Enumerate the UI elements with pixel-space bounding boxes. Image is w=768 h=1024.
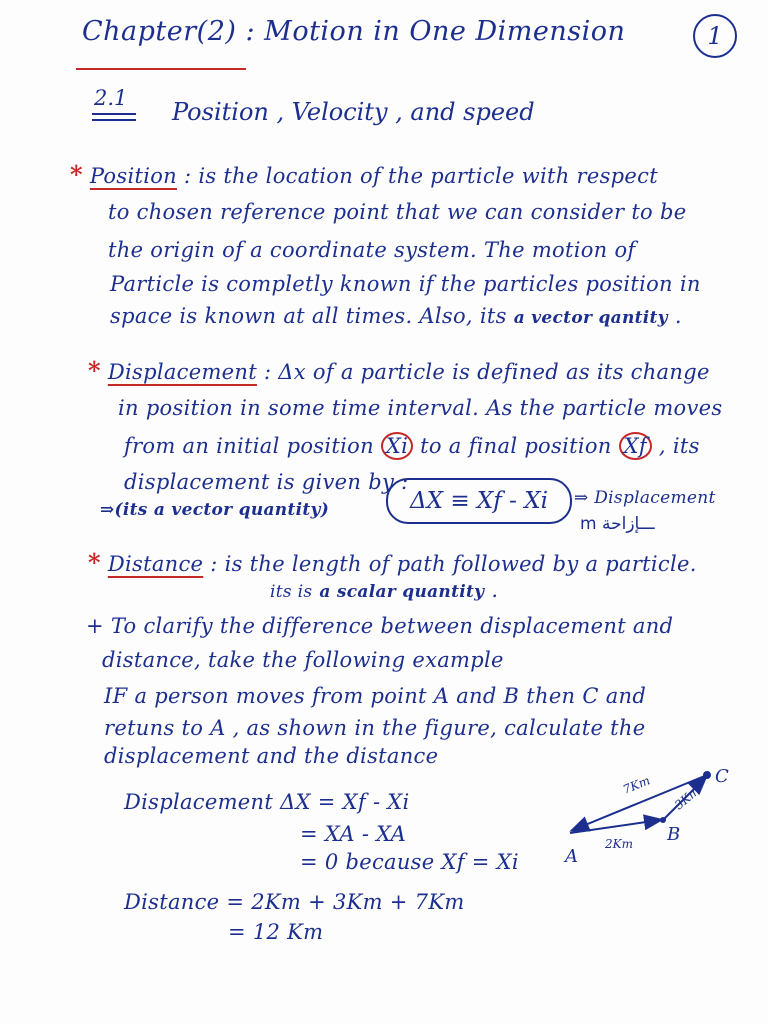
displacement-solution-line-3: = 0 because Xf = Xi [300,850,519,874]
displacement-line-2: in position in some time interval. As the particle moves [118,396,723,420]
initial-position-xi: Xi [381,432,413,460]
distance-solution-line-1: Distance = 2Km + 3Km + 7Km [124,890,465,914]
point-b-dot [660,817,666,823]
displacement-arrow-label: ⇒ Displacement [574,488,716,508]
displacement-line-3-start: from an initial position [124,434,374,458]
bullet-star: * [88,356,101,385]
distance-term: Distance [107,552,204,576]
final-position-xf: Xf [619,432,652,460]
example-line-4: retuns to A , as shown in the figure, calculate the [104,716,646,740]
point-c-dot [703,771,711,779]
distance-line-2-start: its is [270,582,313,602]
segment-ab-label: 2Km [605,837,633,851]
displacement-line-3-mid: to a final position [420,434,612,458]
bullet-star: * [70,160,83,189]
example-line-3: IF a person moves from point A and B then C and [104,684,647,708]
displacement-line-4: displacement is given by : [124,470,409,494]
vector-quantity-text: a vector qantity [513,308,668,328]
point-b-label: B [667,824,681,845]
distance-line-2 [270,578,498,602]
chapter-title-underline [76,68,246,70]
section-number-underline [92,113,136,115]
position-line-1-text: is the location of the particle with respect [198,164,658,188]
triangle-diagram [555,760,745,880]
position-term: Position [89,164,177,188]
segment-bc-label: 3Km [671,783,703,813]
page-number: 1 [693,14,737,58]
displacement-line-3-end: , its [658,434,700,458]
vector-quantity-note: ⇒(its a vector quantity) [100,500,330,520]
position-line-2: to chosen reference point that we can consider to be [108,200,687,224]
distance-line-1 [88,548,697,577]
displacement-line-1-text: : Δx of a particle is defined as its change [263,360,710,384]
period: . [674,304,682,328]
position-line-5 [110,304,682,328]
position-line-4: Particle is completly known if the particles position in [110,272,701,296]
displacement-line-1 [88,356,710,385]
point-a-label: A [565,846,578,867]
distance-line-1-text: : is the length of path followed by a particle. [210,552,697,576]
displacement-solution-line-2: = XA - XA [300,822,407,846]
displacement-line-3 [124,432,700,460]
example-line-1: + To clarify the difference between displacement and [86,614,674,638]
scalar-quantity-text: a scalar quantity [319,582,485,602]
term-colon: : [183,164,192,188]
section-number-underline [92,119,136,121]
example-line-2: distance, take the following example [102,648,504,672]
distance-solution-line-2: = 12 Km [228,920,324,944]
point-c-label: C [715,766,729,787]
section-number: 2.1 [94,86,128,110]
displacement-term: Displacement [107,360,257,384]
segment-ca-label: 7Km [620,773,653,797]
period: . [491,578,499,602]
bullet-star: * [88,548,101,577]
position-line-1 [70,160,658,189]
section-title: Position , Velocity , and speed [172,98,535,126]
displacement-equation: ΔX ≡ Xf - Xi [386,478,572,524]
chapter-title: Chapter(2) : Motion in One Dimension [82,16,626,47]
position-line-5-text: space is known at all times. Also, its [110,304,507,328]
displacement-arabic-label: m ـــإزاحة [580,514,655,534]
position-line-3: the origin of a coordinate system. The motion of [108,238,636,262]
example-line-5: displacement and the distance [104,744,439,768]
displacement-solution-line-1: Displacement ΔX = Xf - Xi [124,790,410,814]
